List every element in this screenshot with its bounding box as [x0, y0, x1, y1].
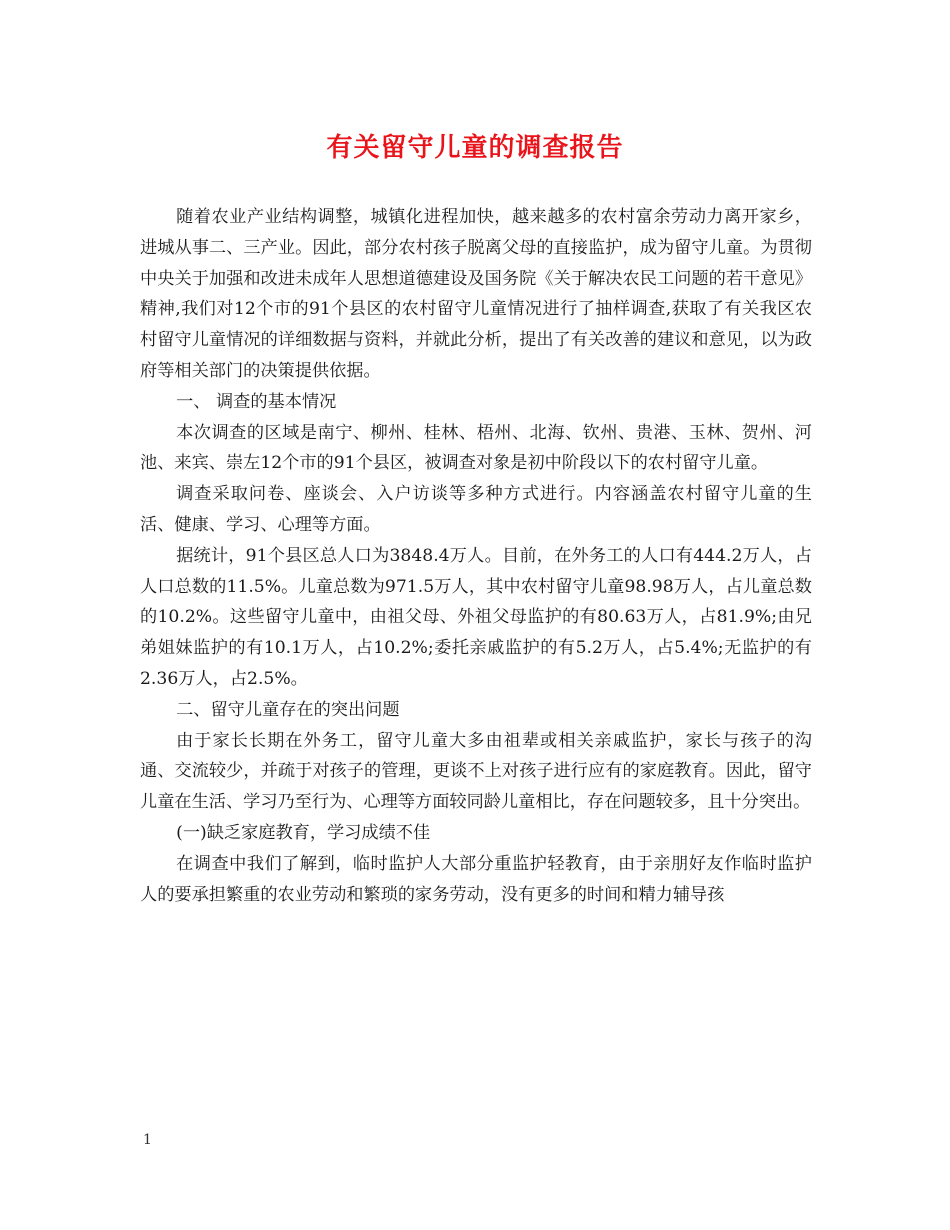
- page-number: 1: [143, 1132, 152, 1148]
- paragraph-survey-method: 调查采取问卷、座谈会、入户访谈等多种方式进行。内容涵盖农村留守儿童的生活、健康、学习、心理等方面。: [140, 484, 812, 535]
- paragraph-survey-region: 本次调查的区域是南宁、柳州、桂林、梧州、北海、钦州、贵港、玉林、贺州、河池、来宾、崇左12个市的91个县区，被调查对象是初中阶段以下的农村留守儿童。: [140, 422, 812, 474]
- section-heading-problems: 二、留守儿童存在的突出问题: [176, 699, 400, 720]
- document-title: 有关留守儿童的调查报告: [326, 133, 624, 163]
- document-body: [140, 202, 812, 910]
- paragraph-problems-overview: 由于家长长期在外务工，留守儿童大多由祖辈或相关亲戚监护，家长与孩子的沟通、交流较少，并疏于对孩子的管理，更谈不上对孩子进行应有的家庭教育。因此，留守儿童在生活、学习乃至行为、心理等方面较同龄儿童相比，存在问题较多，且十分突出。: [140, 730, 812, 813]
- paragraph-statistics: 据统计，91个县区总人口为3848.4万人。目前，在外务工的人口有444.2万人，占人口总数的11.5%。儿童总数为971.5万人，其中农村留守儿童98.98万人，占儿童总数的10.2%。这些留守儿童中，由祖父母、外祖父母监护的有80.63万人，占81.9%;由兄弟姐妹监护的有10.1万人，占10.2%;委托亲戚监护的有5.2万人，占5.4%;无监护的有2.36万人，占2.5%。: [140, 545, 812, 689]
- paragraph-guardian-findings: 在调查中我们了解到，临时监护人大部分重监护轻教育，由于亲朋好友作临时监护人的要承担繁重的农业劳动和繁琐的家务劳动，没有更多的时间和精力辅导孩: [140, 853, 812, 905]
- section-heading-basic-info: 一、 调查的基本情况: [176, 391, 337, 412]
- subsection-heading-family-education: (一)缺乏家庭教育，学习成绩不佳: [176, 822, 431, 843]
- paragraph-intro: 随着农业产业结构调整，城镇化进程加快，越来越多的农村富余劳动力离开家乡，进城从事二、三产业。因此，部分农村孩子脱离父母的直接监护，成为留守儿童。为贯彻中央关于加强和改进未成年人思想道德建设及国务院《关于解决农民工问题的若干意见》精神,我们对12个市的91个县区的农村留守儿童情况进行了抽样调查,获取了有关我区农村留守儿童情况的详细数据与资料，并就此分析，提出了有关改善的建议和意见，以为政府等相关部门的决策提供依据。: [140, 207, 812, 381]
